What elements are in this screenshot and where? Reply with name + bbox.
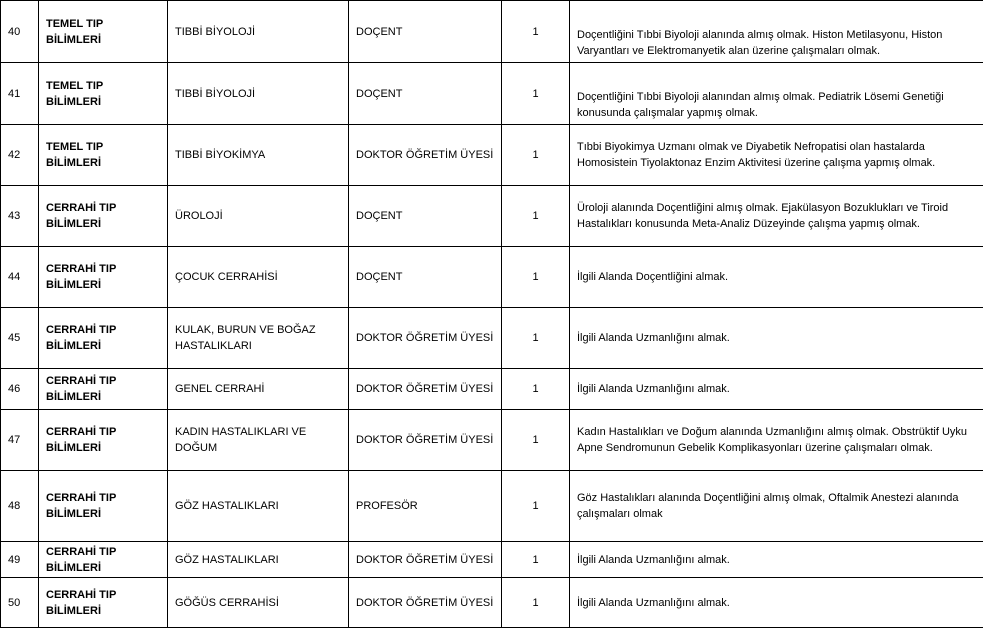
- title-cell: DOKTOR ÖĞRETİM ÜYESİ: [349, 369, 502, 410]
- department-cell: ÜROLOJİ: [168, 186, 349, 247]
- condition-cell: Göz Hastalıkları alanında Doçentliğini almış olmak, Oftalmik Anestezi alanında çalışmaları olmak: [570, 471, 983, 542]
- faculty-cell: CERRAHİ TIP BİLİMLERİ: [39, 578, 168, 628]
- count-cell: 1: [502, 308, 570, 369]
- table-row: [1, 308, 983, 369]
- title-cell: DOKTOR ÖĞRETİM ÜYESİ: [349, 578, 502, 628]
- table-row: [1, 542, 983, 578]
- title-cell: DOKTOR ÖĞRETİM ÜYESİ: [349, 542, 502, 578]
- row-number: 43: [1, 186, 39, 247]
- row-number: 50: [1, 578, 39, 628]
- condition-cell: Kadın Hastalıkları ve Doğum alanında Uzmanlığını almış olmak. Obstrüktif Uyku Apne Sendromunun Gebelik Komplikasyonları üzerine çalışmaları olmak.: [570, 410, 983, 471]
- row-number: 42: [1, 125, 39, 186]
- faculty-cell: TEMEL TIP BİLİMLERİ: [39, 1, 168, 63]
- table-row: [1, 247, 983, 308]
- department-cell: GENEL CERRAHİ: [168, 369, 349, 410]
- table-row: [1, 1, 983, 63]
- table-row: [1, 578, 983, 628]
- row-number: 40: [1, 1, 39, 63]
- faculty-cell: CERRAHİ TIP BİLİMLERİ: [39, 542, 168, 578]
- department-cell: KADIN HASTALIKLARI VE DOĞUM: [168, 410, 349, 471]
- department-cell: TIBBİ BİYOLOJİ: [168, 1, 349, 63]
- row-number: 49: [1, 542, 39, 578]
- count-cell: 1: [502, 186, 570, 247]
- faculty-cell: TEMEL TIP BİLİMLERİ: [39, 125, 168, 186]
- department-cell: GÖĞÜS CERRAHİSİ: [168, 578, 349, 628]
- table-row: [1, 369, 983, 410]
- faculty-cell: CERRAHİ TIP BİLİMLERİ: [39, 410, 168, 471]
- condition-cell: Doçentliğini Tıbbi Biyoloji alanından almış olmak. Pediatrik Lösemi Genetiği konusunda çalışmalar yapmış olmak.: [570, 63, 983, 125]
- faculty-cell: CERRAHİ TIP BİLİMLERİ: [39, 308, 168, 369]
- table-row: [1, 186, 983, 247]
- department-cell: GÖZ HASTALIKLARI: [168, 471, 349, 542]
- condition-cell: Doçentliğini Tıbbi Biyoloji alanında almış olmak. Histon Metilasyonu, Histon Varyantları ve Elektromanyetik alan üzerine çalışmaları olmak.: [570, 1, 983, 63]
- condition-cell: Tıbbi Biyokimya Uzmanı olmak ve Diyabetik Nefropatisi olan hastalarda Homosistein Tiyolaktonaz Enzim Aktivitesi üzerine çalışma yapmış olmak.: [570, 125, 983, 186]
- condition-cell: İlgili Alanda Uzmanlığını almak.: [570, 369, 983, 410]
- department-cell: ÇOCUK CERRAHİSİ: [168, 247, 349, 308]
- count-cell: 1: [502, 63, 570, 125]
- faculty-cell: CERRAHİ TIP BİLİMLERİ: [39, 247, 168, 308]
- condition-cell: İlgili Alanda Uzmanlığını almak.: [570, 308, 983, 369]
- faculty-cell: CERRAHİ TIP BİLİMLERİ: [39, 369, 168, 410]
- table-row: [1, 471, 983, 542]
- row-number: 41: [1, 63, 39, 125]
- count-cell: 1: [502, 410, 570, 471]
- faculty-cell: CERRAHİ TIP BİLİMLERİ: [39, 186, 168, 247]
- table-row: [1, 63, 983, 125]
- count-cell: 1: [502, 369, 570, 410]
- count-cell: 1: [502, 578, 570, 628]
- department-cell: TIBBİ BİYOKİMYA: [168, 125, 349, 186]
- row-number: 47: [1, 410, 39, 471]
- table-row: [1, 410, 983, 471]
- count-cell: 1: [502, 542, 570, 578]
- condition-cell: Üroloji alanında Doçentliğini almış olmak. Ejakülasyon Bozuklukları ve Tiroid Hastalıkları konusunda Meta-Analiz Düzeyinde çalışma yapmış olmak.: [570, 186, 983, 247]
- department-cell: GÖZ HASTALIKLARI: [168, 542, 349, 578]
- title-cell: DOKTOR ÖĞRETİM ÜYESİ: [349, 410, 502, 471]
- row-number: 46: [1, 369, 39, 410]
- condition-cell: İlgili Alanda Uzmanlığını almak.: [570, 542, 983, 578]
- faculty-cell: CERRAHİ TIP BİLİMLERİ: [39, 471, 168, 542]
- count-cell: 1: [502, 247, 570, 308]
- row-number: 45: [1, 308, 39, 369]
- row-number: 44: [1, 247, 39, 308]
- row-number: 48: [1, 471, 39, 542]
- count-cell: 1: [502, 471, 570, 542]
- title-cell: DOÇENT: [349, 1, 502, 63]
- count-cell: 1: [502, 1, 570, 63]
- title-cell: DOÇENT: [349, 247, 502, 308]
- faculty-cell: TEMEL TIP BİLİMLERİ: [39, 63, 168, 125]
- count-cell: 1: [502, 125, 570, 186]
- title-cell: DOKTOR ÖĞRETİM ÜYESİ: [349, 125, 502, 186]
- title-cell: PROFESÖR: [349, 471, 502, 542]
- title-cell: DOÇENT: [349, 63, 502, 125]
- condition-cell: İlgili Alanda Doçentliğini almak.: [570, 247, 983, 308]
- title-cell: DOÇENT: [349, 186, 502, 247]
- department-cell: TIBBİ BİYOLOJİ: [168, 63, 349, 125]
- title-cell: DOKTOR ÖĞRETİM ÜYESİ: [349, 308, 502, 369]
- table-row: [1, 125, 983, 186]
- department-cell: KULAK, BURUN VE BOĞAZ HASTALIKLARI: [168, 308, 349, 369]
- condition-cell: İlgili Alanda Uzmanlığını almak.: [570, 578, 983, 628]
